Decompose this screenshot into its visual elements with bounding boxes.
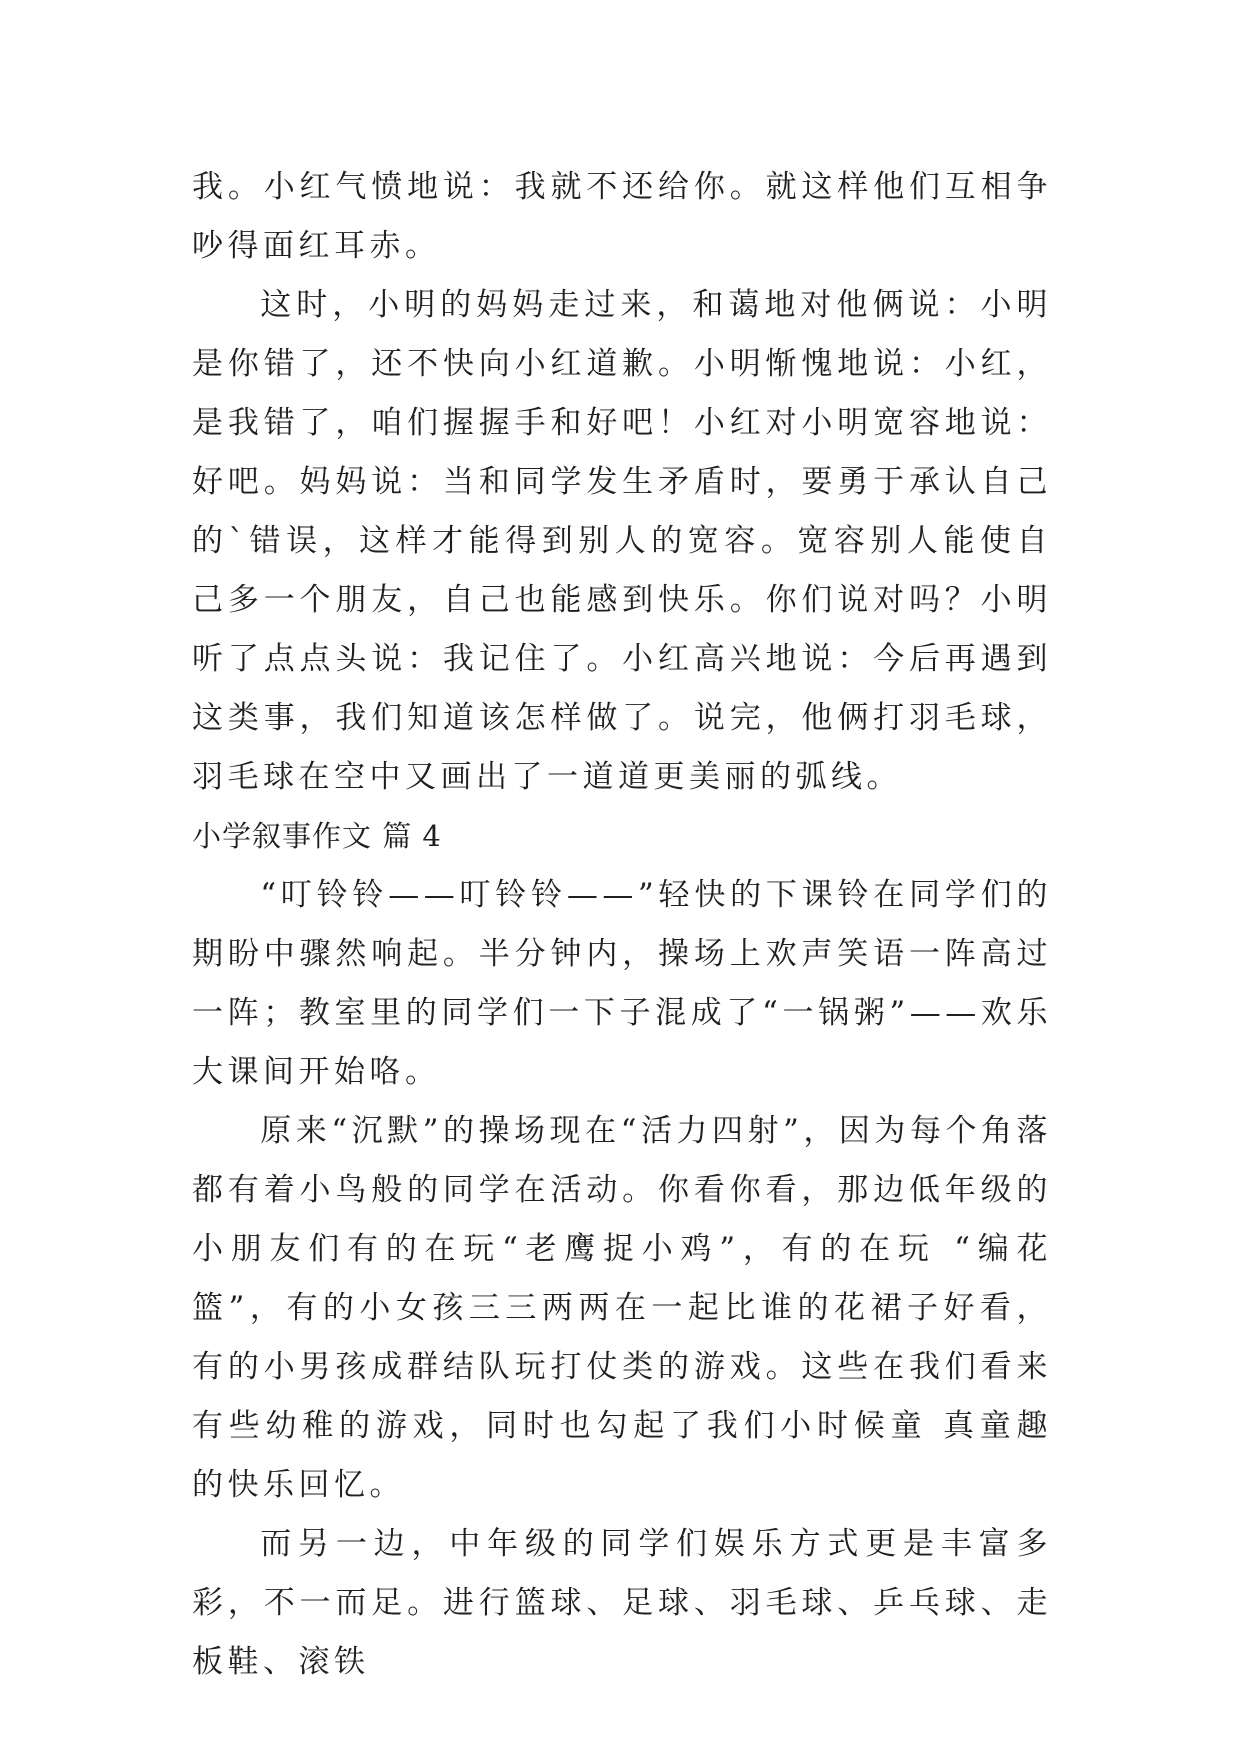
paragraph-playground: 原来“沉默”的操场现在“活力四射”，因为每个角落都有着小鸟般的同学在活动。你看你看，那边低年级的小朋友们有的在玩“老鹰捉小鸡”，有的在玩 “编花篮”，有的小女孩三三两两在一起比谁的花裙子好看，有的小男孩成群结队玩打仗类的游戏。这些在我们看来有些幼稚的游戏，同时也勾起了我们小时候童 真童趣的快乐回忆。 xyxy=(192,1113,1052,1503)
paragraph-continuation: 我。小红气愤地说：我就不还给你。就这样他们互相争吵得面红耳赤。 xyxy=(192,169,1052,264)
paragraph-apology: 这时，小明的妈妈走过来，和蔼地对他俩说：小明是你错了，还不快向小红道歉。小明惭愧地说：小红，是我错了，咱们握握手和好吧！小红对小明宽容地说：好吧。妈妈说：当和同学发生矛盾时，要勇于承认自己的`错误，这样才能得到别人的宽容。宽容别人能使自己多一个朋友，自己也能感到快乐。你们说对吗？小明听了点点头说：我记住了。小红高兴地说：今后再遇到这类事，我们知道该怎样做了。说完，他俩打羽毛球，羽毛球在空中又画出了一道道更美丽的弧线。 xyxy=(192,287,1052,795)
document-body xyxy=(192,158,1052,1692)
paragraph-middle-grade: 而另一边，中年级的同学们娱乐方式更是丰富多彩，不一而足。进行篮球、足球、羽毛球、乒乓球、走板鞋、滚铁 xyxy=(192,1526,1052,1680)
section-heading: 小学叙事作文 篇 4 xyxy=(192,819,442,853)
paragraph-bell: “叮铃铃——叮铃铃——”轻快的下课铃在同学们的期盼中骤然响起。半分钟内，操场上欢声笑语一阵高过一阵；教室里的同学们一下子混成了“一锅粥”——欢乐大课间开始咯。 xyxy=(192,877,1052,1090)
